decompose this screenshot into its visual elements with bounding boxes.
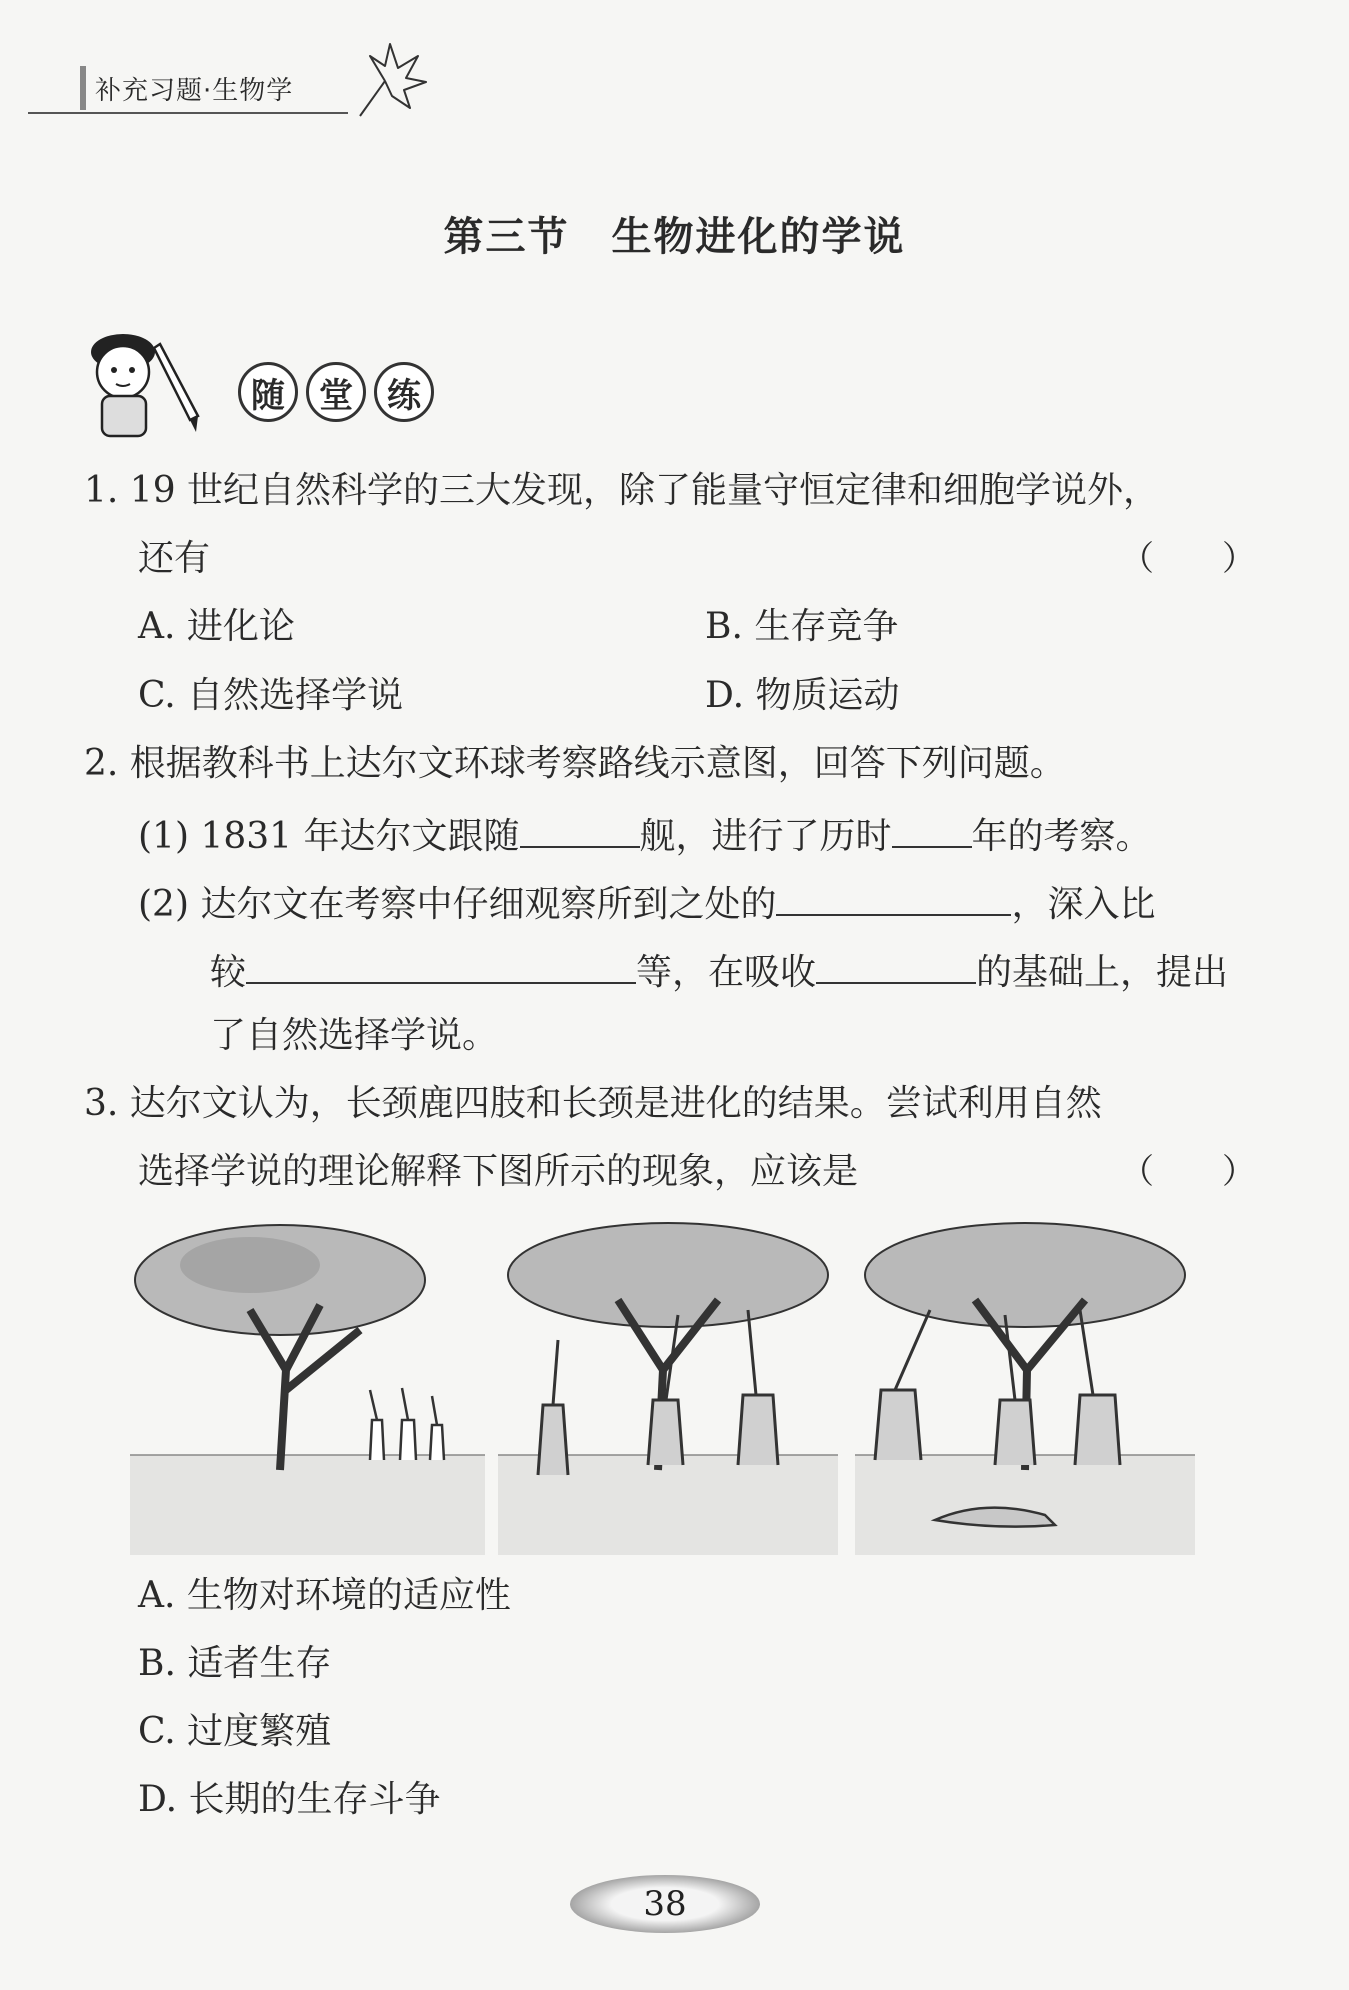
- q1-option-b[interactable]: B. 生存竞争: [705, 606, 899, 647]
- page-number: 38: [643, 1884, 687, 1924]
- blank-comparisons[interactable]: [246, 944, 636, 984]
- blank-ship-name[interactable]: [520, 808, 640, 848]
- blank-years[interactable]: [892, 808, 972, 848]
- q2-stem: 2. 根据教科书上达尔文环球考察路线示意图，回答下列问题。: [84, 743, 1066, 784]
- q2-sub2-text-c: 较: [210, 952, 247, 993]
- q2-sub1-text-a: (1) 1831 年达尔文跟随: [138, 816, 520, 857]
- header-rule: [28, 112, 348, 114]
- badge-char: 随: [238, 362, 298, 422]
- q2-sub2-line1: [138, 876, 1155, 929]
- giraffe-panel-2: [498, 1220, 838, 1555]
- q3-option-d[interactable]: D. 长期的生存斗争: [138, 1779, 441, 1820]
- blank-observations[interactable]: [776, 876, 1011, 916]
- q1-option-d[interactable]: D. 物质运动: [705, 675, 900, 716]
- giraffe-panel-3: [855, 1220, 1195, 1555]
- q2-sub2-text-e: 的基础上，提出: [976, 952, 1229, 993]
- q2-sub1: [138, 808, 1152, 861]
- q1-answer-paren[interactable]: （ ）: [1120, 539, 1256, 579]
- q3-answer-paren[interactable]: （ ）: [1120, 1152, 1256, 1192]
- leaf-icon: [340, 36, 430, 126]
- q1-option-a[interactable]: A. 进化论: [138, 606, 295, 647]
- page-title: 第三节 生物进化的学说: [443, 214, 906, 260]
- badge-char: 练: [374, 362, 434, 422]
- giraffe-panel-1: [130, 1220, 485, 1555]
- q2-sub2-line2: [210, 944, 1228, 997]
- q2-sub2-text-a: (2) 达尔文在考察中仔细观察所到之处的: [138, 884, 777, 925]
- page-number-badge: [570, 1875, 760, 1933]
- section-badge: [238, 362, 434, 422]
- q3-line1: 3. 达尔文认为，长颈鹿四肢和长颈是进化的结果。尝试利用自然: [84, 1083, 1102, 1124]
- q2-sub2-text-b: ，深入比: [1011, 884, 1156, 925]
- header-label: 补充习题·生物学: [95, 76, 294, 106]
- blank-absorbed[interactable]: [816, 944, 976, 984]
- q1-line1: 1. 19 世纪自然科学的三大发现，除了能量守恒定律和细胞学说外，: [84, 470, 1160, 511]
- q2-sub1-text-b: 舰，进行了历时: [639, 816, 892, 857]
- header-bar: [80, 66, 86, 110]
- q3-line2: 选择学说的理论解释下图所示的现象，应该是: [138, 1151, 859, 1192]
- q2-sub1-text-c: 年的考察。: [971, 816, 1152, 857]
- q2-sub2-text-d: 等，在吸收: [636, 952, 817, 993]
- q3-option-b[interactable]: B. 适者生存: [138, 1643, 332, 1684]
- student-mascot-icon: [78, 330, 208, 450]
- q1-option-c[interactable]: C. 自然选择学说: [138, 675, 404, 716]
- badge-char: 堂: [306, 362, 366, 422]
- q2-sub2-line3: 了自然选择学说。: [210, 1015, 499, 1056]
- q3-option-a[interactable]: A. 生物对环境的适应性: [138, 1575, 511, 1616]
- q3-option-c[interactable]: C. 过度繁殖: [138, 1711, 332, 1752]
- q1-line2: 还有: [138, 538, 211, 579]
